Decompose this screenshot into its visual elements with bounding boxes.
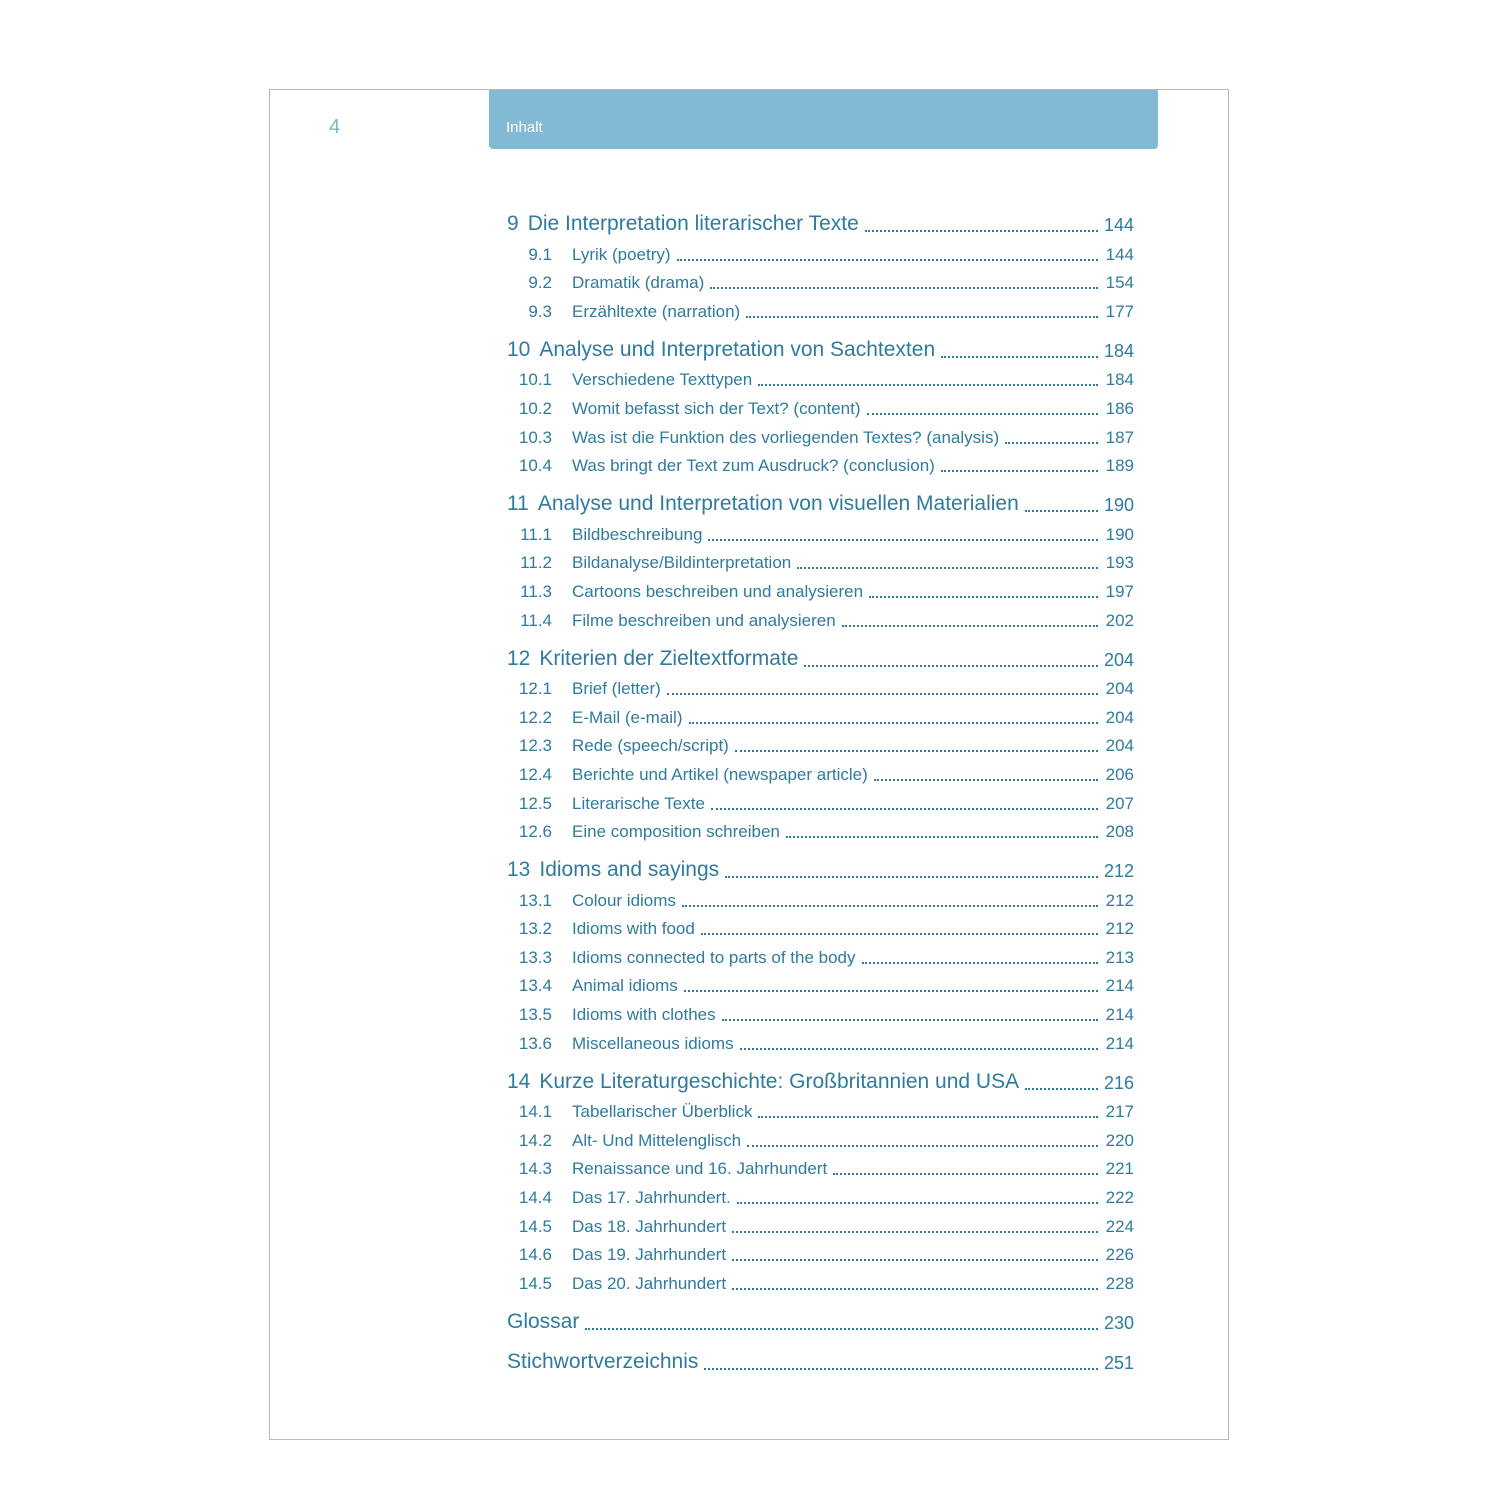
section-title: Bildbeschreibung — [572, 524, 703, 544]
dot-leader — [1025, 509, 1098, 512]
toc-section-row[interactable] — [507, 448, 1134, 477]
toc-section-row[interactable] — [507, 516, 1134, 545]
toc-chapter — [507, 476, 1134, 630]
section-title: Bildanalyse/Bildinterpretation — [572, 553, 792, 573]
page-number: 4 — [329, 116, 341, 138]
chapter-page: 216 — [1103, 1072, 1134, 1093]
section-number: 14.5 — [518, 1273, 552, 1293]
section-title: E-Mail (e-mail) — [572, 707, 683, 727]
toc-section-row[interactable] — [507, 671, 1134, 700]
toc-chapter-row[interactable] — [507, 476, 1134, 516]
section-title: Miscellaneous idioms — [572, 1033, 734, 1053]
section-number: 10.4 — [518, 456, 552, 476]
toc-section-row[interactable] — [507, 996, 1134, 1025]
section-number: 14.2 — [518, 1130, 552, 1150]
section-number: 12.3 — [518, 736, 552, 756]
toc-section-row[interactable] — [507, 1151, 1134, 1180]
dot-leader — [732, 1287, 1098, 1290]
section-title: Was ist die Funktion des vorliegenden Textes? (analysis) — [572, 427, 1000, 447]
section-number: 11.4 — [520, 610, 552, 630]
dot-leader — [758, 1115, 1098, 1118]
section-title: Animal idioms — [572, 976, 678, 996]
dot-leader — [797, 566, 1098, 569]
section-number: 12.4 — [518, 764, 552, 784]
section-page: 186 — [1105, 398, 1134, 418]
header-band — [489, 90, 1158, 149]
section-page: 144 — [1105, 244, 1134, 264]
toc-chapter-row[interactable] — [507, 1294, 1134, 1334]
dot-leader — [725, 875, 1098, 878]
dot-leader — [732, 1258, 1098, 1261]
header-title: Inhalt — [506, 119, 543, 136]
toc-section-row[interactable] — [507, 1237, 1134, 1266]
section-title: Idioms with food — [572, 919, 695, 939]
section-number: 11.2 — [520, 553, 552, 573]
toc-section-row[interactable] — [507, 545, 1134, 574]
section-page: 214 — [1105, 1033, 1134, 1053]
section-title: Idioms connected to parts of the body — [572, 947, 856, 967]
chapter-title: Kurze Literaturgeschichte: Großbritannien und USA — [539, 1069, 1020, 1093]
section-title: Das 20. Jahrhundert — [572, 1273, 727, 1293]
toc-section-row[interactable] — [507, 814, 1134, 843]
section-title: Idioms with clothes — [572, 1005, 716, 1025]
section-number: 12.6 — [518, 822, 552, 842]
section-title: Colour idioms — [572, 890, 676, 910]
dot-leader — [710, 286, 1098, 289]
section-title: Das 18. Jahrhundert — [572, 1216, 727, 1236]
section-title: Literarische Texte — [572, 793, 705, 813]
section-page: 204 — [1105, 707, 1134, 727]
section-number: 14.1 — [518, 1102, 552, 1122]
section-number: 11.1 — [520, 524, 552, 544]
chapter-number: 11 — [507, 492, 529, 516]
section-title: Womit befasst sich der Text? (content) — [572, 398, 861, 418]
chapter-number: 10 — [507, 337, 531, 361]
section-number: 10.3 — [518, 427, 552, 447]
section-title: Berichte und Artikel (newspaper article) — [572, 764, 868, 784]
toc-section-row[interactable] — [507, 911, 1134, 940]
section-title: Das 17. Jahrhundert. — [572, 1188, 731, 1208]
dot-leader — [684, 989, 1098, 992]
section-title: Rede (speech/script) — [572, 736, 729, 756]
section-title: Eine composition schreiben — [572, 822, 780, 842]
dot-leader — [941, 469, 1098, 472]
dot-leader — [735, 749, 1098, 752]
toc-section-row[interactable] — [507, 1179, 1134, 1208]
chapter-number: 13 — [507, 858, 531, 882]
toc-section-row[interactable] — [507, 419, 1134, 448]
chapter-title: Kriterien der Zieltextformate — [539, 646, 799, 670]
section-number: 10.1 — [518, 370, 552, 390]
section-title: Was bringt der Text zum Ausdruck? (conclusion) — [572, 456, 935, 476]
dot-leader — [747, 1144, 1098, 1147]
chapter-page: 204 — [1103, 649, 1134, 670]
section-number: 9.2 — [528, 273, 552, 293]
section-title: Filme beschreiben und analysieren — [572, 610, 836, 630]
dot-leader — [1005, 441, 1098, 444]
section-page: 202 — [1105, 610, 1134, 630]
section-page: 190 — [1105, 524, 1134, 544]
section-number: 12.5 — [518, 793, 552, 813]
toc-chapter — [507, 842, 1134, 1054]
section-page: 220 — [1105, 1130, 1134, 1150]
dot-leader — [667, 692, 1098, 695]
chapter-title: Glossar — [507, 1309, 580, 1333]
toc-section-row[interactable] — [507, 293, 1134, 322]
dot-leader — [689, 721, 1099, 724]
section-title: Das 19. Jahrhundert — [572, 1245, 727, 1265]
dot-leader — [711, 807, 1098, 810]
chapter-title: Stichwortverzeichnis — [507, 1349, 699, 1373]
dot-leader — [740, 1047, 1098, 1050]
section-title: Alt- Und Mittelenglisch — [572, 1130, 742, 1150]
toc-chapter-row[interactable] — [507, 1054, 1134, 1094]
section-title: Renaissance und 16. Jahrhundert — [572, 1159, 828, 1179]
toc-section-row[interactable] — [507, 602, 1134, 631]
chapter-page: 184 — [1103, 340, 1134, 361]
chapter-title: Analyse und Interpretation von visuellen Materialien — [537, 492, 1019, 516]
dot-leader — [804, 664, 1097, 667]
dot-leader — [704, 1367, 1098, 1370]
toc-section-row[interactable] — [507, 1094, 1134, 1123]
section-page: 213 — [1105, 947, 1134, 967]
section-page: 206 — [1105, 764, 1134, 784]
toc-section-row[interactable] — [507, 785, 1134, 814]
chapter-title: Idioms and sayings — [539, 858, 720, 882]
section-number: 13.4 — [518, 976, 552, 996]
section-number: 14.5 — [518, 1216, 552, 1236]
section-page: 197 — [1105, 581, 1134, 601]
chapter-page: 190 — [1103, 495, 1134, 516]
dot-leader — [708, 538, 1098, 541]
toc-chapter — [507, 1294, 1134, 1334]
toc-section-row[interactable] — [507, 390, 1134, 419]
section-page: 226 — [1105, 1245, 1134, 1265]
toc-section-row[interactable] — [507, 882, 1134, 911]
section-page: 208 — [1105, 822, 1134, 842]
chapter-page: 230 — [1103, 1312, 1134, 1333]
toc-section-row[interactable] — [507, 236, 1134, 265]
section-number: 13.3 — [518, 947, 552, 967]
toc-chapter-row[interactable] — [507, 1334, 1134, 1374]
toc-section-row[interactable] — [507, 699, 1134, 728]
section-number: 12.1 — [518, 679, 552, 699]
section-page: 204 — [1105, 679, 1134, 699]
dot-leader — [842, 624, 1098, 627]
chapter-page: 251 — [1103, 1352, 1134, 1373]
section-page: 204 — [1105, 736, 1134, 756]
section-number: 13.6 — [518, 1033, 552, 1053]
dot-leader — [758, 383, 1098, 386]
toc-section-row[interactable] — [507, 1025, 1134, 1054]
dot-leader — [833, 1172, 1098, 1175]
toc-section-row[interactable] — [507, 1208, 1134, 1237]
chapter-number: 14 — [507, 1069, 531, 1093]
section-number: 11.3 — [520, 581, 552, 601]
dot-leader — [941, 355, 1098, 358]
section-page: 212 — [1105, 890, 1134, 910]
section-page: 177 — [1105, 301, 1134, 321]
toc-section-row[interactable] — [507, 939, 1134, 968]
dot-leader — [701, 932, 1098, 935]
section-page: 207 — [1105, 793, 1134, 813]
dot-leader — [862, 961, 1098, 964]
section-page: 189 — [1105, 456, 1134, 476]
dot-leader — [682, 904, 1098, 907]
dot-leader — [874, 778, 1098, 781]
toc-section-row[interactable] — [507, 362, 1134, 391]
dot-leader — [585, 1327, 1098, 1330]
dot-leader — [732, 1230, 1098, 1233]
section-number: 13.2 — [518, 919, 552, 939]
toc-section-row[interactable] — [507, 265, 1134, 294]
chapter-number: 12 — [507, 646, 531, 670]
dot-leader — [677, 258, 1098, 261]
toc-chapter — [507, 200, 1134, 322]
section-page: 222 — [1105, 1188, 1134, 1208]
dot-leader — [1025, 1087, 1098, 1090]
chapter-title: Analyse und Interpretation von Sachtexten — [539, 337, 936, 361]
toc-section-row[interactable] — [507, 573, 1134, 602]
section-page: 224 — [1105, 1216, 1134, 1236]
section-page: 221 — [1105, 1159, 1134, 1179]
section-title: Cartoons beschreiben und analysieren — [572, 581, 864, 601]
section-number: 13.1 — [518, 890, 552, 910]
toc-chapter — [507, 631, 1134, 843]
section-number: 14.4 — [518, 1188, 552, 1208]
toc-section-row[interactable] — [507, 1265, 1134, 1294]
dot-leader — [869, 595, 1098, 598]
toc-section-row[interactable] — [507, 728, 1134, 757]
toc-chapter — [507, 1334, 1134, 1374]
dot-leader — [737, 1201, 1098, 1204]
section-page: 214 — [1105, 976, 1134, 996]
dot-leader — [865, 229, 1098, 232]
section-number: 14.3 — [518, 1159, 552, 1179]
chapter-page: 144 — [1103, 215, 1134, 235]
section-title: Tabellarischer Überblick — [572, 1102, 753, 1122]
section-page: 193 — [1105, 553, 1134, 573]
toc-section-row[interactable] — [507, 756, 1134, 785]
section-page: 187 — [1105, 427, 1134, 447]
section-number: 13.5 — [518, 1005, 552, 1025]
dot-leader — [867, 412, 1099, 415]
section-page: 154 — [1105, 273, 1134, 293]
table-of-contents — [507, 200, 1134, 1374]
toc-chapter-row[interactable] — [507, 631, 1134, 671]
toc-chapter — [507, 1054, 1134, 1294]
section-number: 12.2 — [518, 707, 552, 727]
dot-leader — [786, 835, 1098, 838]
chapter-title: Die Interpretation literarischer Texte — [527, 212, 859, 235]
toc-section-row[interactable] — [507, 968, 1134, 997]
section-number: 9.1 — [528, 244, 552, 264]
dot-leader — [746, 315, 1098, 318]
toc-chapter-row[interactable] — [507, 322, 1134, 362]
toc-chapter — [507, 322, 1134, 476]
toc-chapter-row[interactable] — [507, 200, 1134, 236]
section-title: Erzähltexte (narration) — [572, 301, 741, 321]
section-number: 14.6 — [518, 1245, 552, 1265]
section-title: Dramatik (drama) — [572, 273, 705, 293]
section-title: Lyrik (poetry) — [572, 244, 671, 264]
section-number: 9.3 — [528, 301, 552, 321]
section-page: 212 — [1105, 919, 1134, 939]
section-number: 10.2 — [518, 398, 552, 418]
section-page: 217 — [1105, 1102, 1134, 1122]
section-page: 184 — [1105, 370, 1134, 390]
section-title: Verschiedene Texttypen — [572, 370, 753, 390]
chapter-page: 212 — [1103, 861, 1134, 882]
dot-leader — [722, 1018, 1098, 1021]
toc-section-row[interactable] — [507, 1122, 1134, 1151]
toc-chapter-row[interactable] — [507, 842, 1134, 882]
section-page: 228 — [1105, 1273, 1134, 1293]
section-title: Brief (letter) — [572, 679, 661, 699]
section-page: 214 — [1105, 1005, 1134, 1025]
chapter-number: 9 — [507, 212, 519, 235]
